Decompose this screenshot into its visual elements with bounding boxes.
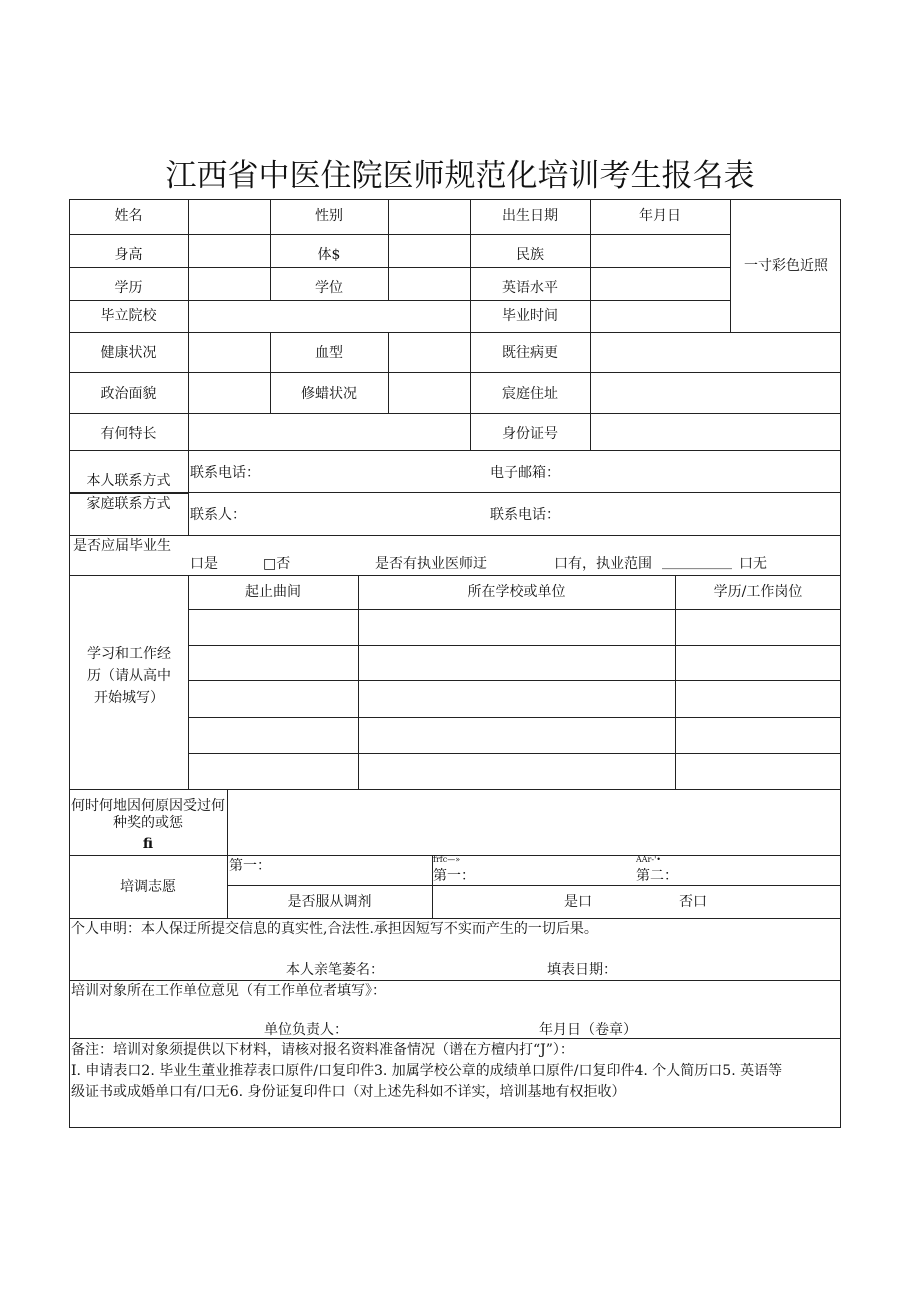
third-choice-label: 第二： xyxy=(636,868,678,884)
blood-label: 血型 xyxy=(315,345,343,361)
first-choice-label: 第一： xyxy=(229,858,271,874)
license-no-checkbox[interactable]: 口无 xyxy=(739,556,767,572)
preference-label: 培调志愿 xyxy=(120,879,176,895)
marital-label: 修蜡状况 xyxy=(301,386,357,402)
fresh-no-checkbox[interactable]: □否 xyxy=(263,556,291,572)
row-line xyxy=(188,680,841,681)
form-title: 江西省中医住院医师规范化培训考生报名表 xyxy=(165,158,755,194)
declaration-text: 个人申明：本人保迂所提交信息的真实性,合法性.承担因短写不实而产生的一切后果。 xyxy=(71,921,598,937)
row-line xyxy=(69,332,841,333)
politics-label: 政治面貌 xyxy=(100,386,157,402)
row-line xyxy=(69,918,841,919)
col-line xyxy=(188,199,189,450)
obey-adjust-label: 是否服从调剂 xyxy=(287,894,372,910)
ethnicity-label: 民族 xyxy=(516,247,544,263)
health-label: 健康状况 xyxy=(100,345,157,361)
row-line xyxy=(188,645,841,646)
seal-date-label: 年月日（卷章） xyxy=(539,1022,637,1038)
degree-label: 学位 xyxy=(315,280,343,296)
row-line xyxy=(69,493,188,494)
small-mark-2: AAr-'• xyxy=(636,855,661,864)
employer-opinion-label: 培训对象所在工作单位意见（有工作单位者填写》： xyxy=(71,983,386,999)
row-line xyxy=(69,267,731,268)
row-line xyxy=(69,575,841,576)
col-line xyxy=(188,575,189,789)
experience-label: 学习和工作经历（请从高中开始城写） xyxy=(87,646,171,706)
col-line xyxy=(590,199,591,450)
col-line xyxy=(188,450,189,535)
obey-no-checkbox[interactable]: 否口 xyxy=(679,894,707,910)
birth-value: 年月日 xyxy=(639,208,681,224)
col-line xyxy=(227,789,228,855)
row-line xyxy=(69,535,841,536)
row-line xyxy=(188,753,841,754)
row-line xyxy=(227,885,841,886)
school-unit-header: 所在学校或单位 xyxy=(467,584,566,600)
row-line xyxy=(69,413,841,414)
family-phone-label: 联系电话： xyxy=(490,507,560,523)
row-line xyxy=(69,234,731,235)
row-line xyxy=(69,1038,841,1039)
license-yes-checkbox[interactable]: 口有，执业范围 xyxy=(554,556,652,572)
border-top xyxy=(69,199,841,200)
small-mark-1: frfc—» xyxy=(433,855,461,864)
fresh-grad-label: 是否应届毕业生 xyxy=(73,538,171,554)
row-line xyxy=(69,450,841,451)
specialty-label: 有何特长 xyxy=(100,426,157,442)
history-label: 既往病更 xyxy=(502,345,558,361)
border-left xyxy=(69,199,70,1128)
name-label: 姓名 xyxy=(114,208,143,224)
fresh-yes-checkbox[interactable]: 口是 xyxy=(190,556,218,572)
awards-label: 何时何地因何原因受过何种奖的或惩 xyxy=(71,798,225,831)
edu-post-header: 学历/工作岗位 xyxy=(713,584,803,600)
school-label: 毕立院校 xyxy=(100,308,157,324)
english-label: 英语水平 xyxy=(502,280,558,296)
awards-mark: fi xyxy=(142,836,154,852)
col-line xyxy=(675,575,676,789)
note-line-2: I. 申请表口2. 毕业生董业推荐表口原件/口复印件3. 加属学校公章的成绩单口原件/口复印件4. 个人简历口5. 英语等 xyxy=(71,1063,783,1079)
education-label: 学历 xyxy=(114,280,143,296)
note-line-3: 级证书或成婚单口有/口无6. 身份证复印件口（对上述先科如不详实，培训基地有权拒收） xyxy=(71,1084,626,1100)
row-line xyxy=(188,609,841,610)
address-label: 宸庭住址 xyxy=(502,386,558,402)
note-line-1: 备注：培训对象须提供以下材料，请核对报名资料准备情况（谱在方檀内打“J”）： xyxy=(71,1042,574,1058)
col-line xyxy=(388,199,389,300)
col-line xyxy=(388,332,389,413)
row-line xyxy=(188,717,841,718)
phone-label: 联系电话： xyxy=(190,465,260,481)
id-number-label: 身份证号 xyxy=(502,426,558,442)
row-line xyxy=(69,372,841,373)
row-line xyxy=(69,980,841,981)
grad-time-label: 毕业时间 xyxy=(502,308,558,324)
license-scope-blank[interactable]: __________ xyxy=(662,554,732,570)
photo-placeholder: 一寸彩色近照 xyxy=(744,258,828,274)
signature-label: 本人亲笔萎名： xyxy=(286,962,384,978)
email-label: 电子邮箱： xyxy=(490,465,560,481)
registration-form xyxy=(69,199,841,1128)
height-label: 身高 xyxy=(114,247,143,263)
self-contact-label: 本人联系方式 xyxy=(86,473,171,489)
weight-label: 体$ xyxy=(317,247,341,263)
contact-person-label: 联系人： xyxy=(190,507,246,523)
col-line xyxy=(358,575,359,789)
row-line xyxy=(69,300,731,301)
gender-label: 性别 xyxy=(315,208,343,224)
obey-yes-checkbox[interactable]: 是口 xyxy=(564,894,592,910)
birth-label: 出生日期 xyxy=(502,208,558,224)
second-choice-label: 第一： xyxy=(433,868,475,884)
period-header: 起止曲间 xyxy=(245,584,301,600)
row-line xyxy=(69,789,841,790)
license-question: 是否有执业医师迂 xyxy=(375,556,487,572)
border-right xyxy=(840,199,841,1128)
unit-head-label: 单位负责人： xyxy=(264,1022,348,1038)
family-contact-label: 家庭联系方式 xyxy=(86,496,171,512)
border-bottom xyxy=(69,1127,841,1128)
fill-date-label: 填表日期： xyxy=(547,962,617,978)
